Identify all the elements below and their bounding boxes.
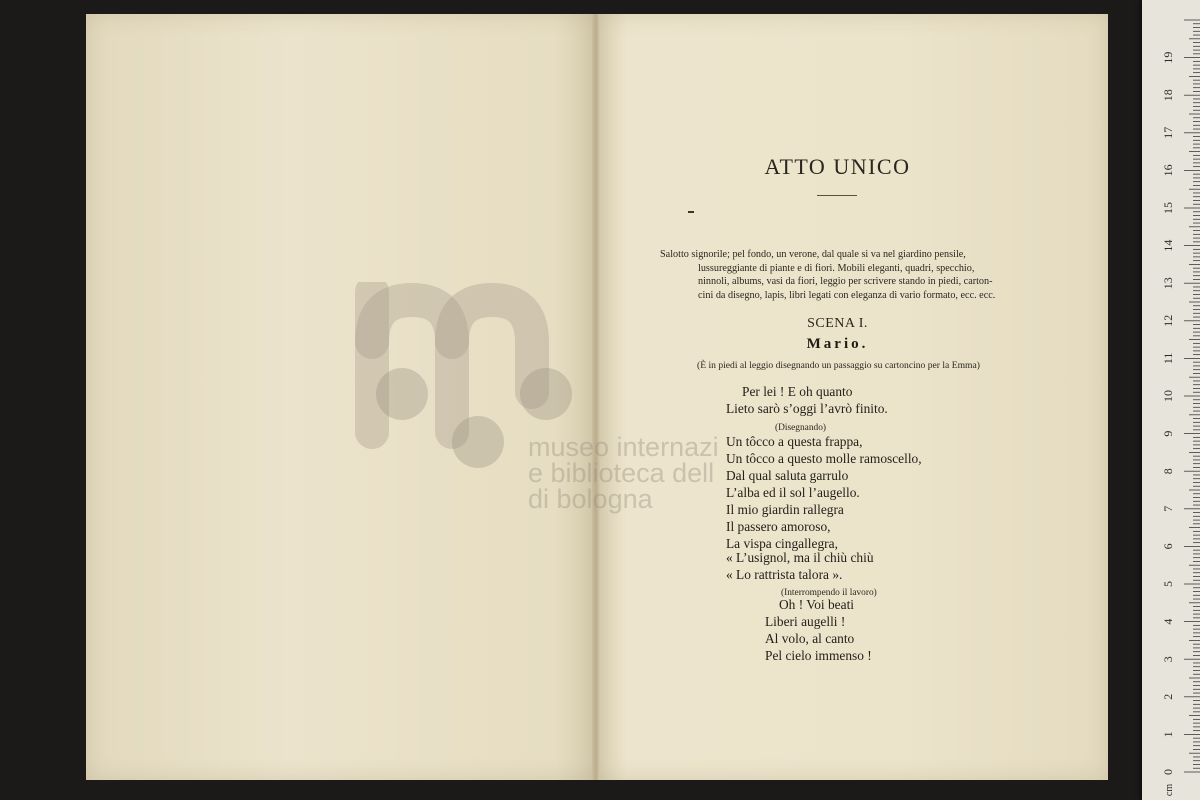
verse-line: Lieto sarò s’oggi l’avrò finito. — [726, 401, 888, 416]
ruler-number: 19 — [1161, 51, 1175, 64]
watermark-line: museo internazi — [528, 432, 719, 462]
ruler-number: 5 — [1161, 581, 1175, 587]
watermark-line: di bologna — [528, 484, 653, 514]
ruler-number: 14 — [1161, 239, 1175, 252]
ruler-number: 4 — [1161, 618, 1175, 625]
verse-line: Il passero amoroso, — [726, 519, 831, 534]
scene-heading: SCENA I. — [807, 316, 868, 331]
verse-line: Liberi augelli ! — [765, 614, 846, 629]
verse-line: Dal qual saluta garrulo — [726, 468, 849, 483]
ruler-scale — [1142, 0, 1200, 800]
ruler-number: 15 — [1161, 202, 1175, 214]
verse-block — [600, 0, 1080, 800]
stage-description-line: Salotto signorile; pel fondo, un verone, dal quale si va nel giardino pensile, — [660, 249, 966, 260]
verse-line: Per lei ! E oh quanto — [742, 384, 853, 399]
verse-stage-direction: (Disegnando) — [775, 423, 827, 433]
verse-line: L’alba ed il sol l’augello. — [726, 485, 860, 500]
verse-line: Un tôcco a questa frappa, — [726, 434, 863, 449]
ruler-number: 0 — [1161, 769, 1175, 775]
ruler-number: 12 — [1161, 314, 1175, 327]
verse-line: Il mio giardin rallegra — [726, 502, 844, 517]
verse-line: Pel cielo immenso ! — [765, 648, 872, 663]
verse-line: La vispa cingallegra, — [726, 536, 838, 551]
act-title: ATTO UNICO — [764, 154, 911, 179]
verse-line: Oh ! Voi beati — [779, 597, 855, 612]
book-spine — [592, 14, 600, 780]
ruler-number: 8 — [1161, 468, 1175, 475]
watermark-line: e biblioteca dell — [528, 458, 715, 488]
ruler-number: 17 — [1161, 126, 1175, 139]
ruler-number: 2 — [1161, 693, 1175, 700]
ruler-number: 16 — [1161, 164, 1175, 177]
ruler-unit: cm — [1164, 783, 1175, 797]
ruler-number: 13 — [1161, 277, 1175, 290]
ruler-number: 11 — [1161, 352, 1175, 365]
verse-line: « Lo rattrista talora ». — [726, 567, 843, 582]
ruler-number: 10 — [1161, 390, 1175, 402]
stage-description-line: lussureggiante di piante e di fiori. Mobili eleganti, quadri, specchio, — [698, 262, 975, 274]
ruler-number: 7 — [1161, 505, 1175, 512]
verse-line: « L’usignol, ma il chiù chiù — [726, 550, 874, 565]
verse-line: Un tôcco a questo molle ramoscello, — [726, 451, 922, 466]
verse-line: Al volo, al canto — [765, 631, 855, 646]
ruler-number: 6 — [1161, 543, 1175, 550]
stage-direction: (È in piedi al leggio disegnando un passaggio su cartoncino per la Emma) — [697, 360, 980, 371]
ruler-number: 3 — [1161, 656, 1175, 663]
stage-description-line: ninnoli, albums, vasi da fiori, leggio per scrivere stando in piedi, carton- — [698, 276, 993, 288]
character-name: Mario. — [806, 336, 869, 352]
ruler-number: 1 — [1161, 731, 1175, 738]
stage-description-line: cini da disegno, lapis, libri legati con eleganza di vario formato, ecc. ecc. — [698, 289, 996, 301]
ruler-number: 18 — [1161, 89, 1175, 102]
verse-stage-direction: (Interrompendo il lavoro) — [781, 588, 877, 598]
ruler-number: 9 — [1161, 430, 1175, 437]
